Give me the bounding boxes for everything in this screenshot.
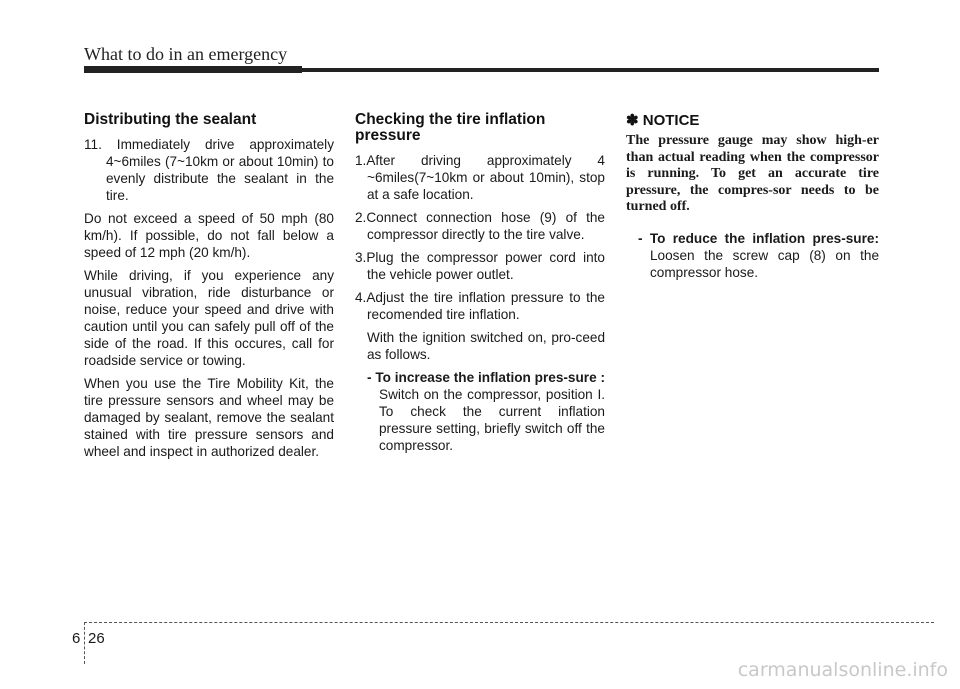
footer-rule [84, 622, 934, 623]
header-accent-bar [84, 66, 302, 73]
notice-title: ✽ NOTICE [626, 112, 700, 129]
reduce-pressure-instruction [626, 230, 879, 281]
paragraph-speed: Do not exceed a speed of 50 mph (80 km/h). If possible, do not fall below a speed of 12 mph (20 km/h). [84, 211, 334, 260]
increase-pressure-instruction [355, 369, 605, 454]
step-3: 3.Plug the compressor power cord into the vehicle power outlet. [355, 250, 605, 282]
increase-label: - To increase the inflation pres-sure : [367, 370, 605, 385]
column-checking-pressure [355, 112, 605, 460]
watermark-text: carmanualsonline.info [737, 659, 948, 681]
page-number: 26 [88, 630, 105, 647]
paragraph-sensors: When you use the Tire Mobility Kit, the tire pressure sensors and wheel may be damaged by sealant, remove the sealant stained with tire pressure sensors and wheel and inspect in authorized dealer. [84, 376, 334, 459]
reduce-label: - To reduce the inflation pres-sure: [638, 230, 879, 246]
chapter-number: 6 [72, 630, 81, 647]
section-heading-checking: Checking the tire inflation pressure [355, 111, 546, 144]
step-4-sub: With the ignition switched on, pro-ceed as follows. [367, 330, 605, 362]
section-heading-distributing: Distributing the sealant [84, 111, 257, 128]
page-header-title: What to do in an emergency [84, 44, 288, 64]
column-distributing-sealant [84, 112, 334, 466]
increase-text: Switch on the compressor, position I. To check the current inflation pressure setting, briefly switch off the compressor. [379, 387, 605, 453]
column-notice [626, 112, 879, 287]
paragraph-vibration: While driving, if you experience any unusual vibration, ride disturbance or noise, reduce your speed and drive with caution until you can safely pull off of the side of the road. If this occures, call for roadside service or towing. [84, 268, 334, 368]
notice-body: The pressure gauge may show high-er than actual reading when the compressor is running. To get an accurate tire pressure, the compres-sor needs to be turned off. [626, 133, 879, 214]
step-4: 4.Adjust the tire inflation pressure to the recomended tire inflation. [355, 290, 605, 322]
step-1: 1.After driving approximately 4 ~6miles(7~10km or about 10min), stop at a safe location. [355, 153, 605, 202]
footer-separator [84, 622, 85, 664]
reduce-text: Loosen the screw cap (8) on the compressor hose. [650, 247, 879, 280]
step-11: 11. Immediately drive approximately 4~6miles (7~10km or about 10min) to evenly distribute the sealant in the tire. [84, 137, 334, 203]
step-2: 2.Connect connection hose (9) of the compressor directly to the tire valve. [355, 210, 605, 242]
